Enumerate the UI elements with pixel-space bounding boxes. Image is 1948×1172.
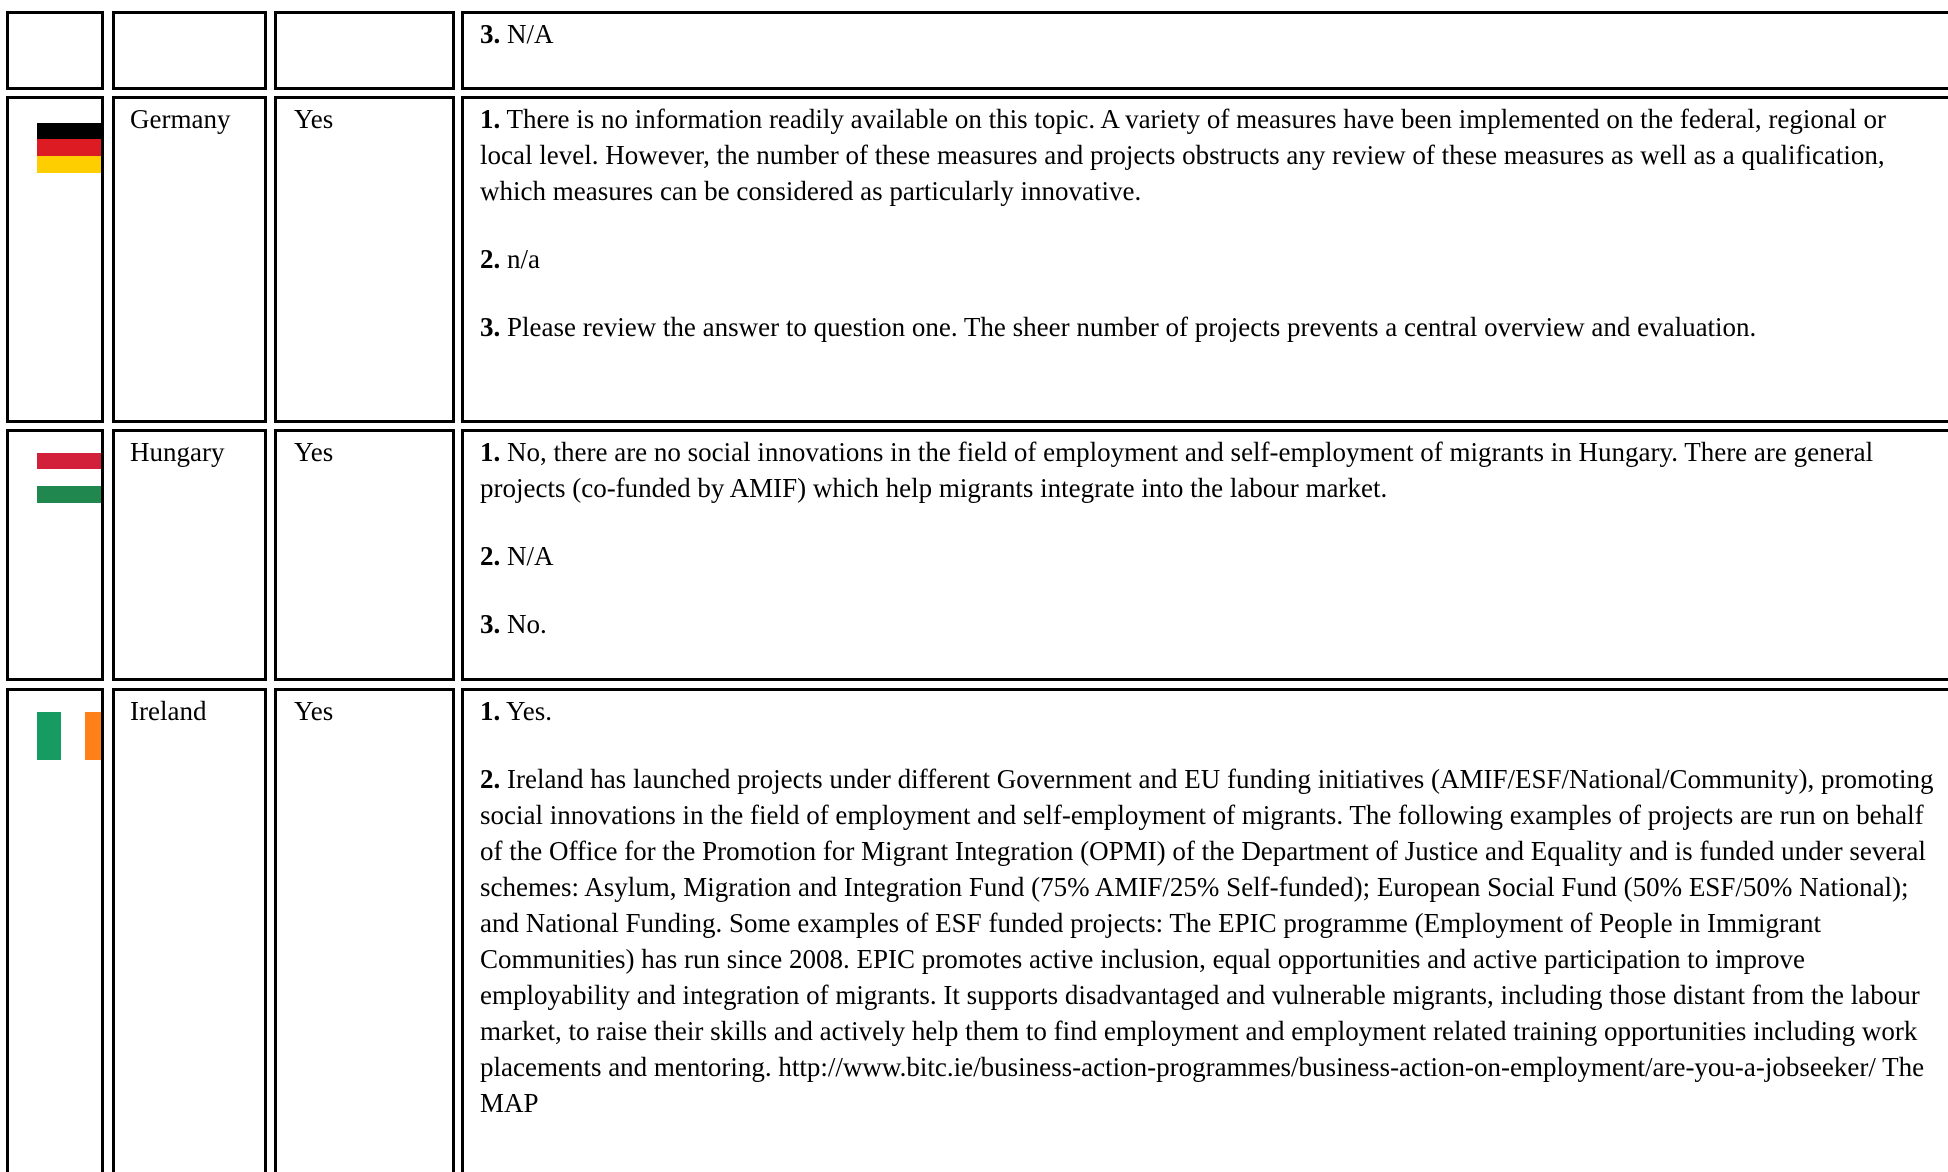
response-cell — [461, 96, 1948, 423]
response-paragraph — [480, 16, 1942, 52]
country-cell — [112, 11, 267, 90]
response-text — [480, 16, 1942, 52]
country-cell — [112, 96, 267, 423]
flag-cell — [6, 429, 104, 681]
answer-text: There is no information readily available on this topic. A variety of measures have been implemented on the federal, regional or local level. However, the number of these measures and projects obstructs any review of these measures as well as a qualification, which measures can be considered as particularly innovative. — [480, 104, 1887, 206]
question-number: 2. — [480, 244, 501, 274]
response-paragraph — [480, 241, 1942, 277]
answer-text: No, there are no social innovations in the field of employment and self-employment of migrants in Hungary. There are general projects (co-funded by AMIF) which help migrants integrate into the labour market. — [480, 437, 1874, 503]
flag-cell — [6, 96, 104, 423]
country-cell — [112, 429, 267, 681]
question-number: 3. — [480, 19, 501, 49]
country-name: Ireland — [130, 696, 207, 726]
answer-value: Yes — [294, 437, 334, 467]
answer-cell — [274, 96, 455, 423]
flag-cell — [6, 688, 104, 1172]
germany-flag-icon — [37, 123, 104, 173]
answer-cell — [274, 429, 455, 681]
question-number: 1. — [480, 437, 501, 467]
answer-text: n/a — [500, 244, 540, 274]
hungary-flag-icon — [37, 453, 104, 503]
answer-text: N/A — [500, 541, 554, 571]
response-text — [480, 101, 1942, 345]
response-paragraph — [480, 761, 1942, 1121]
country-cell — [112, 688, 267, 1172]
response-cell — [461, 429, 1948, 681]
flag-cell — [6, 11, 104, 90]
response-paragraph — [480, 101, 1942, 209]
answer-cell — [274, 11, 455, 90]
response-text — [480, 434, 1942, 642]
answer-text: Please review the answer to question one. The sheer number of projects prevents a central overview and evaluation. — [500, 312, 1757, 342]
response-paragraph — [480, 538, 1942, 574]
answer-cell — [274, 688, 455, 1172]
answer-text: No. — [500, 609, 547, 639]
response-cell — [461, 688, 1948, 1172]
question-number: 3. — [480, 312, 501, 342]
answer-value: Yes — [294, 696, 334, 726]
response-paragraph — [480, 434, 1942, 506]
response-paragraph — [480, 309, 1942, 345]
answer-value: Yes — [294, 104, 334, 134]
answer-text: Yes. — [500, 696, 553, 726]
ireland-flag-icon — [37, 712, 104, 760]
question-number: 2. — [480, 764, 501, 794]
country-name: Germany — [130, 104, 231, 134]
country-name: Hungary — [130, 437, 225, 467]
question-number: 2. — [480, 541, 501, 571]
response-paragraph — [480, 606, 1942, 642]
question-number: 1. — [480, 104, 501, 134]
answer-text: Ireland has launched projects under different Government and EU funding initiatives (AMIF/ESF/National/Community), promoting social innovations in the field of employment and self-employment of migrants. The following examples of projects are run on behalf of the Office for the Promotion for Migrant Integration (OPMI) of the Department of Justice and Equality and is funded under several schemes: Asylum, Migration and Integration Fund (75% AMIF/25% Self-funded); European Social Fund (50% ESF/50% National); and National Funding. Some examples of ESF funded projects: The EPIC programme (Employment of People in Immigrant Communities) has run since 2008. EPIC promotes active inclusion, equal opportunities and active participation to improve employability and integration of migrants. It supports disadvantaged and vulnerable migrants, including those distant from the labour market, to raise their skills and actively help them to find employment and employment related training opportunities including work placements and mentoring. http://www.bitc.ie/business-action-programmes/business-action-on-employment/are-you-a-jobseeker/ The MAP — [480, 764, 1934, 1118]
question-number: 1. — [480, 696, 501, 726]
response-cell — [461, 11, 1948, 90]
response-paragraph — [480, 693, 1942, 729]
response-text — [480, 693, 1942, 1121]
question-number: 3. — [480, 609, 501, 639]
answer-text: N/A — [500, 19, 554, 49]
